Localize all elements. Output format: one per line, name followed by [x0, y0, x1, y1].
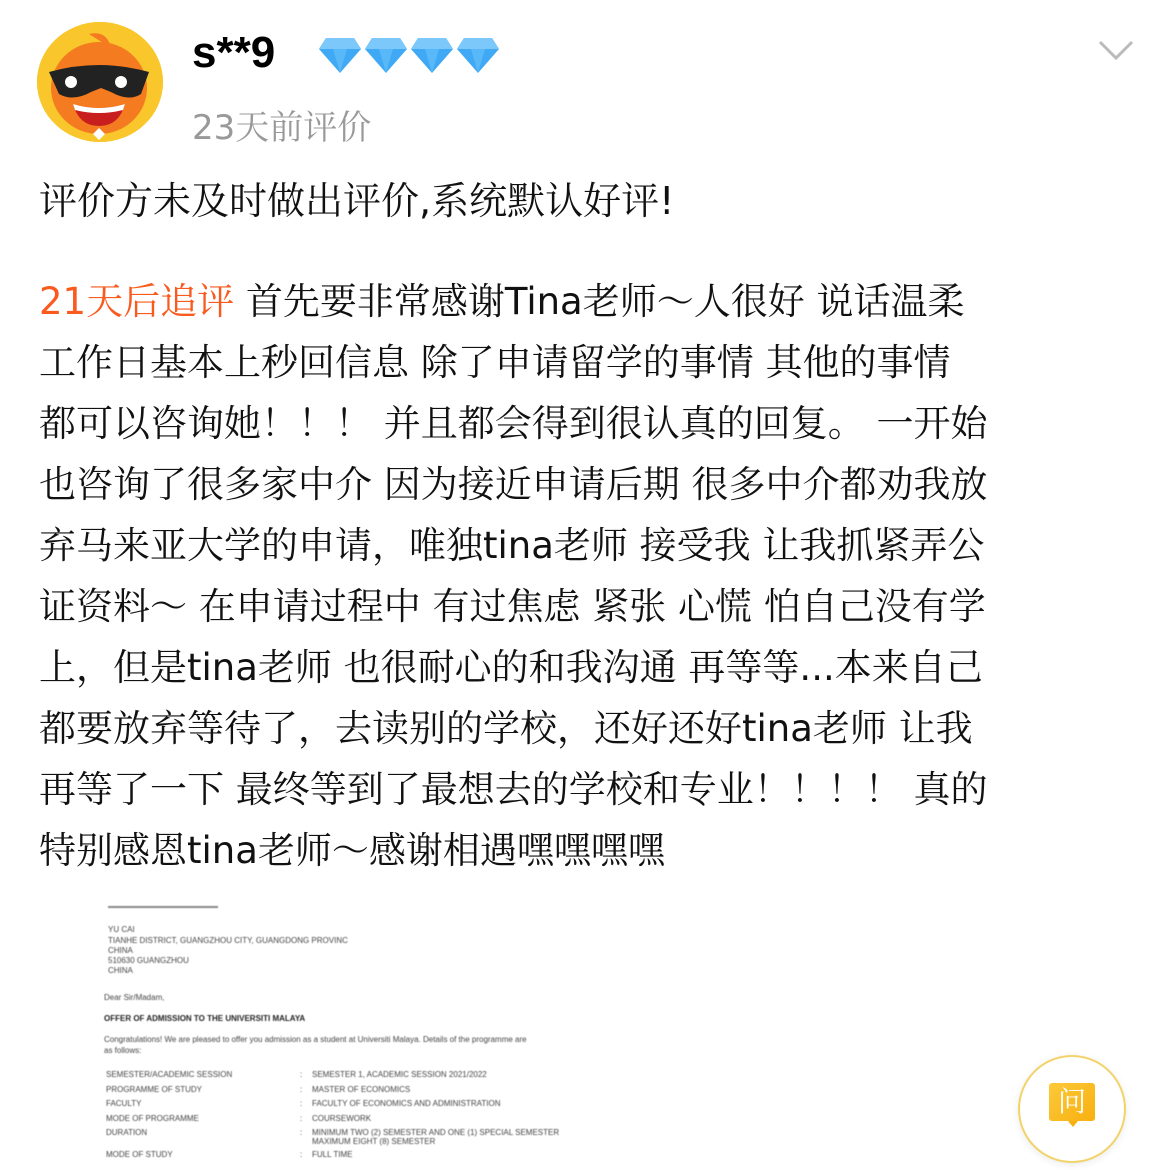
doc-row-value: MAXIMUM EIGHT (8) SEMESTER: [312, 1137, 436, 1146]
review-text: 上，但是tina老师 也很耐心的和我沟通 再等等...本来自己: [39, 646, 983, 689]
doc-row-label: DURATION: [106, 1128, 148, 1137]
doc-address: CHINA: [108, 966, 133, 975]
doc-row-label: MODE OF STUDY: [106, 1150, 173, 1159]
doc-address: TIANHE DISTRICT, GUANGZHOU CITY, GUANGDONG PROVINC: [108, 936, 348, 945]
review-text: 也咨询了很多家中介 因为接近申请后期 很多中介都劝我放: [39, 463, 988, 506]
followup-label: 21天后追评: [39, 280, 235, 323]
doc-row-label: PROGRAMME OF STUDY: [106, 1084, 203, 1094]
doc-row-value: FACULTY OF ECONOMICS AND ADMINISTRATION: [312, 1099, 501, 1108]
review-text: 证资料～ 在申请过程中 有过焦虑 紧张 心慌 怕自己没有学: [39, 585, 986, 628]
diamond-icon: [456, 36, 500, 74]
redaction-line: [108, 906, 218, 908]
doc-intro: Congratulations! We are pleased to offer you admission as a student at Universiti Malaya. Details of the programme are: [104, 1035, 527, 1044]
doc-row-value: SEMESTER 1, ACADEMIC SESSION 2021/2022: [312, 1070, 487, 1079]
doc-address: 510630 GUANGZHOU: [108, 956, 189, 965]
doc-row-label: FACULTY: [106, 1099, 142, 1108]
review-line: [39, 332, 988, 393]
review-text: 都要放弃等待了，去读别的学校，还好还好tina老师 让我: [39, 707, 973, 750]
mascot-avatar-icon: [37, 22, 163, 142]
doc-salutation: Dear Sir/Madam,: [104, 993, 165, 1002]
followup-review: [39, 271, 988, 881]
review-text: 特别感恩tina老师～感谢相遇嘿嘿嘿嘿: [39, 829, 665, 872]
review-line: [39, 820, 988, 881]
level-badges: [318, 36, 500, 74]
doc-row-value: COURSEWORK: [312, 1113, 372, 1123]
doc-intro: as follows:: [104, 1046, 142, 1055]
username: s**9: [192, 28, 276, 77]
review-line: [39, 576, 988, 637]
doc-row-label: MODE OF PROGRAMME: [106, 1113, 199, 1123]
ask-icon: 问: [1049, 1083, 1095, 1121]
chevron-down-icon[interactable]: [1098, 38, 1134, 62]
doc-name: YU CAI: [108, 925, 135, 934]
review-line: [39, 515, 988, 576]
review-line: [39, 271, 988, 332]
doc-subject: OFFER OF ADMISSION TO THE UNIVERSITI MALAYA: [104, 1014, 306, 1023]
avatar[interactable]: [37, 22, 163, 142]
doc-row-value: FULL TIME: [312, 1150, 353, 1159]
review-text: 弃马来亚大学的申请，唯独tina老师 接受我 让我抓紧弄公: [39, 524, 985, 567]
doc-address: CHINA: [108, 946, 133, 955]
diamond-icon: [410, 36, 454, 74]
offer-letter-image[interactable]: YU CAI TIANHE DISTRICT, GUANGZHOU CITY, GUANGDONG PROVINC CHINA 510630 GUANGZHOU CHINA Dear Sir/Madam, OFFER OF ADMISSION TO THE UNIVERSITI MALAYA Congratulations! We are pleased to offer you admission as a student at Universiti Malaya. Details of the programme are as follows: SEMESTER/ACADEMIC SESSION : SEMESTER 1, ACADEMIC SESSION 2021/2022 PROGRAMME OF STUDY : MASTER OF ECONOMICS FACULTY : FACULTY OF ECONOMICS AND ADMINISTRATION MODE OF PROGRAMME : COURSEWORK DURATION : MINIMUM TWO (2) SEMESTER AND ONE (1) SPECIAL SEMESTER MAXIMUM EIGHT (8) SEMESTER MODE OF STUDY : FULL TIME: [96, 900, 656, 1170]
review-time: 23天前评价: [192, 108, 372, 148]
review-line: [39, 698, 988, 759]
diamond-icon: [364, 36, 408, 74]
doc-row-value: MINIMUM TWO (2) SEMESTER AND ONE (1) SPECIAL SEMESTER: [312, 1128, 560, 1137]
review-line: [39, 393, 988, 454]
diamond-icon: [318, 36, 362, 74]
review-text: 都可以咨询她！！！ 并且都会得到很认真的回复。 一开始: [39, 402, 988, 445]
review-line: [39, 759, 988, 820]
review-line: [39, 454, 988, 515]
doc-row-value: MASTER OF ECONOMICS: [312, 1084, 411, 1094]
review-text: 再等了一下 最终等到了最想去的学校和专业！！！！ 真的: [39, 768, 988, 811]
review-line: [39, 637, 988, 698]
review-text: 工作日基本上秒回信息 除了申请留学的事情 其他的事情: [39, 341, 951, 384]
doc-row-label: SEMESTER/ACADEMIC SESSION: [106, 1070, 233, 1079]
review-text: 首先要非常感谢Tina老师～人很好 说话温柔: [234, 280, 965, 323]
default-review-text: 评价方未及时做出评价,系统默认好评!: [39, 179, 675, 223]
ask-button[interactable]: [1018, 1055, 1126, 1163]
